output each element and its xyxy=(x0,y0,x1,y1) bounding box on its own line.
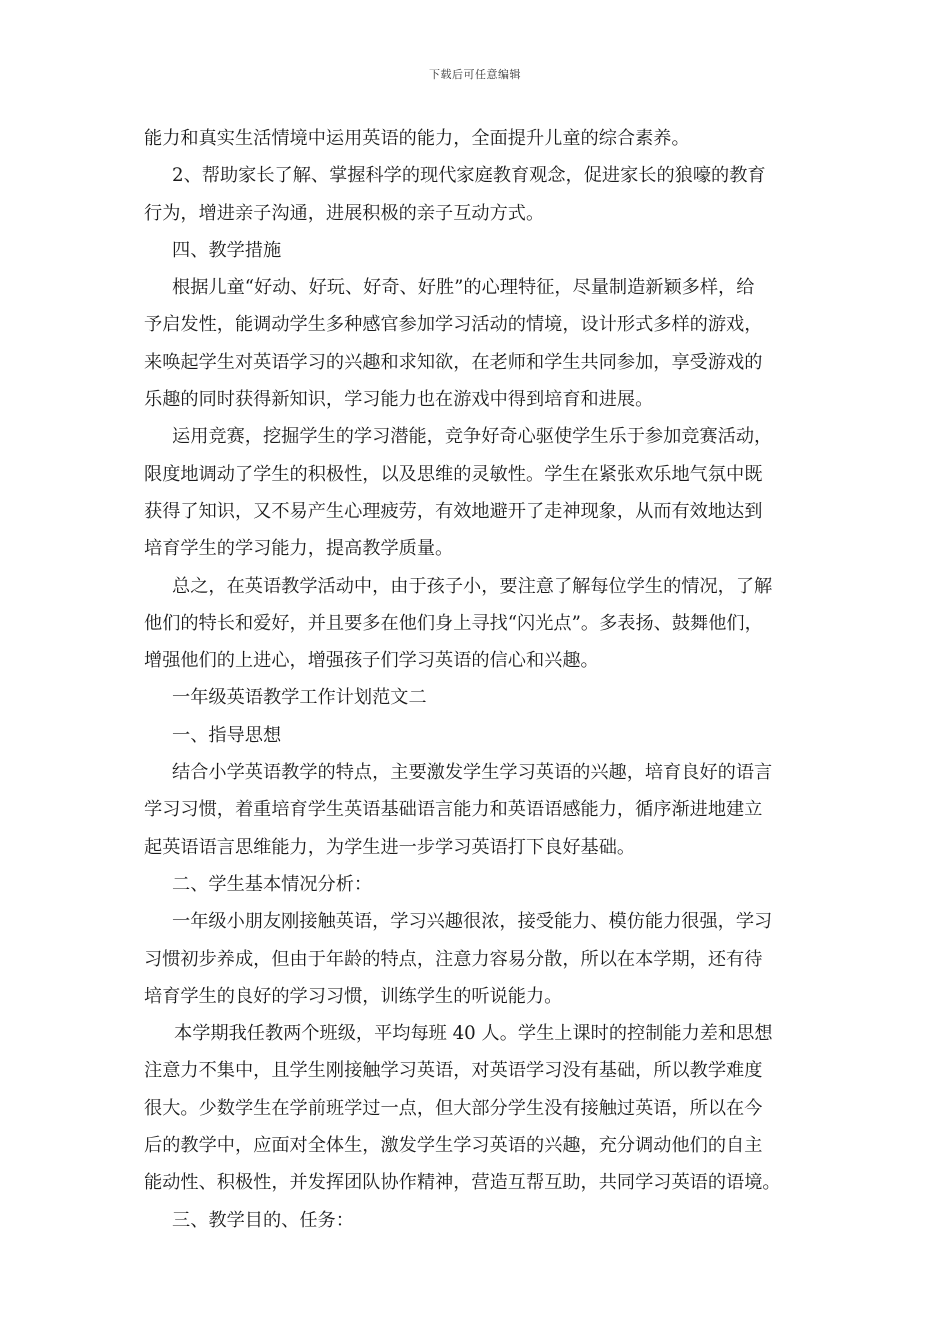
document-body xyxy=(144,120,812,1239)
text-line: 根据儿童“好动、好玩、好奇、好胜”的心理特征，尽量制造新颖多样，给 xyxy=(172,277,755,299)
text-line: 乐趣的同时获得新知识，学习能力也在游戏中得到培育和进展。 xyxy=(144,389,654,411)
text-line: 后的教学中，应面对全体生，激发学生学习英语的兴趣，充分调动他们的自主 xyxy=(144,1135,763,1157)
text-line: 习惯初步养成，但由于年龄的特点，注意力容易分散，所以在本学期，还有待 xyxy=(144,948,763,970)
text-line: 起英语语言思维能力，为学生进一步学习英语打下良好基础。 xyxy=(144,836,636,858)
text-line: 注意力不集中，且学生刚接触学习英语，对英语学习没有基础，所以教学难度 xyxy=(144,1060,763,1082)
text-line: 运用竞赛，挖掘学生的学习潜能，竞争好奇心驱使学生乐于参加竞赛活动， xyxy=(172,426,773,448)
text-line: 培育学生的良好的学习习惯，训练学生的听说能力。 xyxy=(144,985,563,1007)
text-line: 获得了知识，又不易产生心理疲劳，有效地避开了走神现象，从而有效地达到 xyxy=(144,500,763,522)
text-line: 限度地调动了学生的积极性，以及思维的灵敏性。学生在紧张欢乐地气氛中既 xyxy=(144,463,763,485)
section-heading: 三、教学目的、任务： xyxy=(172,1209,354,1231)
text-line: 能动性、积极性，并发挥团队协作精神，营造互帮互助，共同学习英语的语境。 xyxy=(144,1172,781,1194)
text-line: 结合小学英语教学的特点，主要激发学生学习英语的兴趣，培育良好的语言 xyxy=(172,762,773,784)
text-line: 增强他们的上进心，增强孩子们学习英语的信心和兴趣。 xyxy=(144,650,599,672)
document-subtitle: 一年级英语教学工作计划范文二 xyxy=(172,687,427,709)
text-line: 一年级小朋友刚接触英语，学习兴趣很浓，接受能力、模仿能力很强，学习 xyxy=(172,911,773,933)
text-line: 培育学生的学习能力，提高教学质量。 xyxy=(144,538,454,560)
text-line: 本学期我任教两个班级，平均每班 40 人。学生上课时的控制能力差和思想 xyxy=(174,1023,773,1045)
text-line: 能力和真实生活情境中运用英语的能力，全面提升儿童的综合素养。 xyxy=(144,128,690,149)
text-line: 来唤起学生对英语学习的兴趣和求知欲，在老师和学生共同参加，享受游戏的 xyxy=(144,351,763,373)
text-line: 总之，在英语教学活动中，由于孩子小，要注意了解每位学生的情况，了解 xyxy=(172,575,773,597)
page-header: 下载后可任意编辑 xyxy=(429,68,521,81)
text-line: 很大。少数学生在学前班学过一点，但大部分学生没有接触过英语，所以在今 xyxy=(144,1097,763,1119)
text-line: 行为，增进亲子沟通，进展积极的亲子互动方式。 xyxy=(144,202,545,224)
text-line: 他们的特长和爱好，并且要多在他们身上寻找“闪光点”。多表扬、鼓舞他们， xyxy=(144,612,763,634)
section-heading: 四、教学措施 xyxy=(172,239,282,261)
section-heading: 二、学生基本情况分析： xyxy=(172,873,373,895)
text-line: 予启发性，能调动学生多种感官参加学习活动的情境，设计形式多样的游戏， xyxy=(144,314,763,336)
text-line: 学习习惯，着重培育学生英语基础语言能力和英语语感能力，循序渐进地建立 xyxy=(144,799,763,821)
section-heading: 一、指导思想 xyxy=(172,724,282,746)
text-line: 2、帮助家长了解、掌握科学的现代家庭教育观念，促进家长的狼嚎的教育 xyxy=(172,165,766,187)
